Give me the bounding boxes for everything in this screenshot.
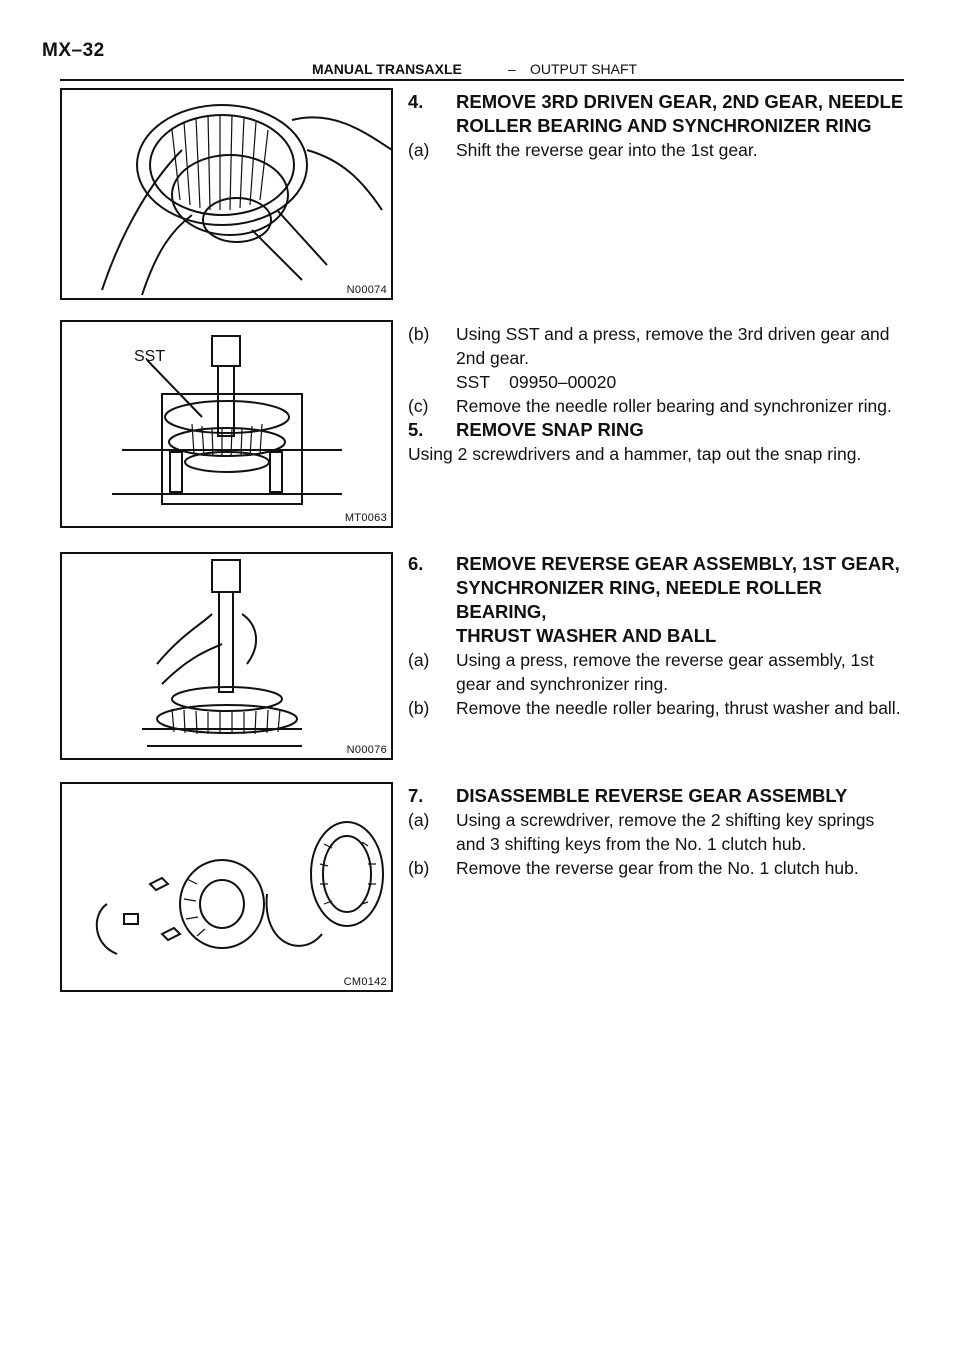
figure-sst-press	[60, 320, 393, 528]
figure-code: N00074	[346, 284, 387, 296]
topic-title: OUTPUT SHAFT	[530, 61, 638, 77]
step-4b-sst: SST 09950–00020	[456, 372, 617, 392]
step-4a-text: Shift the reverse gear into the 1st gear.	[456, 140, 758, 160]
step-4-title-line1: REMOVE 3RD DRIVEN GEAR, 2ND GEAR, NEEDLE	[456, 91, 904, 112]
figure-code: MT0063	[344, 512, 387, 524]
step-5-title	[408, 418, 908, 442]
step-6-title-line3: THRUST WASHER AND BALL	[456, 625, 717, 646]
press-hand-illustration	[62, 554, 391, 758]
step-4-title-line2: ROLLER BEARING AND SYNCHRONIZER RING	[456, 115, 872, 136]
step-4a-label: (a)	[408, 140, 430, 160]
step-7a-label: (a)	[408, 810, 430, 830]
step-6-title-line2: SYNCHRONIZER RING, NEEDLE ROLLER BEARING,	[456, 577, 822, 622]
header-separator: –	[508, 61, 516, 77]
step-7-title-text: DISASSEMBLE REVERSE GEAR ASSEMBLY	[456, 785, 848, 806]
page-header	[60, 60, 904, 81]
step-4b	[408, 322, 908, 394]
step-7b-label: (b)	[408, 858, 430, 878]
step-5-number: 5.	[408, 419, 424, 440]
step-7-number: 7.	[408, 785, 424, 806]
step-6b	[408, 696, 908, 720]
step-4bc-block	[408, 322, 908, 466]
figure-code: N00076	[346, 744, 387, 756]
step-6a	[408, 648, 908, 696]
step-6a-text-line2: gear and synchronizer ring.	[456, 674, 669, 694]
step-4c-label: (c)	[408, 396, 429, 416]
press-illustration	[62, 322, 391, 526]
page-number: MX–32	[42, 40, 105, 61]
step-4-title	[408, 90, 908, 138]
step-6a-label: (a)	[408, 650, 430, 670]
step-6-block	[408, 552, 908, 720]
step-7-title	[408, 784, 908, 808]
step-7-block	[408, 784, 908, 880]
step-6-title	[408, 552, 908, 648]
step-5-title-text: REMOVE SNAP RING	[456, 419, 644, 440]
section-title: MANUAL TRANSAXLE	[312, 61, 462, 77]
step-6-number: 6.	[408, 553, 424, 574]
figure-code: CM0142	[343, 976, 387, 988]
step-4a	[408, 138, 908, 162]
gear-illustration-1	[62, 90, 391, 298]
step-6-title-line1: REMOVE REVERSE GEAR ASSEMBLY, 1ST GEAR,	[456, 553, 900, 574]
step-6a-text-line1: Using a press, remove the reverse gear assembly, 1st	[456, 650, 874, 670]
step-4b-text-line1: Using SST and a press, remove the 3rd driven gear and	[456, 324, 890, 344]
step-6b-label: (b)	[408, 698, 430, 718]
step-4-number: 4.	[408, 91, 424, 112]
figure-remove-reverse-gear	[60, 552, 393, 760]
step-7b	[408, 856, 908, 880]
figure-remove-3rd-driven-gear	[60, 88, 393, 300]
step-5-text: Using 2 screwdrivers and a hammer, tap out the snap ring.	[408, 444, 862, 464]
step-4b-text-line2: 2nd gear.	[456, 348, 529, 368]
step-4-block	[408, 90, 908, 162]
exploded-parts-illustration	[62, 784, 391, 990]
step-7b-text: Remove the reverse gear from the No. 1 clutch hub.	[456, 858, 859, 878]
step-4c	[408, 394, 908, 418]
step-4b-label: (b)	[408, 324, 430, 344]
step-7a	[408, 808, 908, 856]
step-7a-text-line2: and 3 shifting keys from the No. 1 clutch hub.	[456, 834, 807, 854]
step-7a-text-line1: Using a screwdriver, remove the 2 shifting key springs	[456, 810, 875, 830]
step-4c-text: Remove the needle roller bearing and synchronizer ring.	[456, 396, 892, 416]
step-6b-text: Remove the needle roller bearing, thrust washer and ball.	[456, 698, 901, 718]
sst-label: SST	[134, 348, 166, 365]
figure-disassemble-reverse-gear	[60, 782, 393, 992]
